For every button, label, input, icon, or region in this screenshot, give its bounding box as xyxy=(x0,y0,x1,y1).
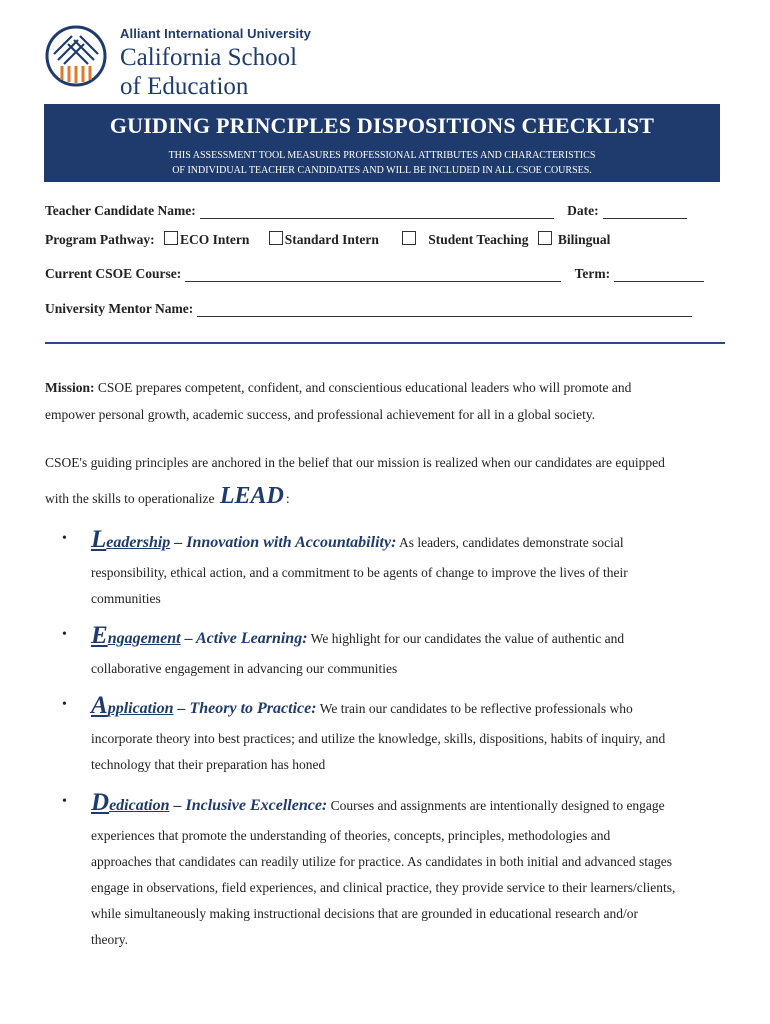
school-name-line2: of Education xyxy=(120,73,249,100)
bullet-icon: • xyxy=(62,531,67,546)
mentor-field[interactable] xyxy=(197,304,692,317)
pathway-option-standard-intern[interactable] xyxy=(269,231,379,248)
leadership-text-line1: As leaders, candidates demonstrate social xyxy=(399,535,624,550)
dedication-subtitle: – Inclusive Excellence: xyxy=(169,797,328,814)
mentor-row xyxy=(45,301,692,317)
principle-dedication xyxy=(91,786,721,953)
bullet-icon: • xyxy=(62,794,67,809)
intro-colon: : xyxy=(285,491,290,506)
mission-text-line1: CSOE prepares competent, confident, and conscientious educational leaders who will promote and xyxy=(97,380,632,395)
application-text-line1: We train our candidates to be reflective professionals who xyxy=(319,701,633,716)
mission-text-line2: empower personal growth, academic success, and professional achievement for all in a global society. xyxy=(45,407,596,422)
application-text-line3: technology that their preparation has honed xyxy=(91,757,326,772)
mentor-label: University Mentor Name: xyxy=(45,301,194,316)
dedication-text-line4: engage in observations, field experiences, and clinical practice, they provide service to their learners/clients, xyxy=(91,880,676,895)
pathway-option-eco-intern[interactable] xyxy=(164,231,249,248)
candidate-name-field[interactable] xyxy=(200,206,554,219)
application-text-line2: incorporate theory into best practices; and utilize the knowledge, skills, dispositions, habits of inquiry, and xyxy=(91,731,666,746)
student-teaching-label: Student Teaching xyxy=(428,232,529,247)
pathway-option-student-teaching[interactable] xyxy=(402,231,528,248)
engagement-text-line2: collaborative engagement in advancing our communities xyxy=(91,661,398,676)
mission-paragraph xyxy=(45,374,725,428)
leadership-subtitle: – Innovation with Accountability: xyxy=(170,534,397,551)
checkbox-eco-intern[interactable] xyxy=(164,231,178,245)
dedication-word: edication xyxy=(109,797,170,814)
term-field[interactable] xyxy=(614,269,704,282)
leadership-initial: L xyxy=(91,526,107,553)
banner-subtitle-line2: OF INDIVIDUAL TEACHER CANDIDATES AND WILL BE INCLUDED IN ALL CSOE COURSES. xyxy=(172,165,592,176)
checkbox-bilingual[interactable] xyxy=(538,231,552,245)
candidate-name-label: Teacher Candidate Name: xyxy=(45,203,196,218)
bullet-icon: • xyxy=(62,627,67,642)
candidate-name-row xyxy=(45,203,687,219)
university-name: Alliant International University xyxy=(120,26,312,41)
document-title: GUIDING PRINCIPLES DISPOSITIONS CHECKLIST xyxy=(109,113,655,138)
banner-subtitle xyxy=(44,148,720,178)
school-name-line1: California School xyxy=(120,44,298,71)
section-divider xyxy=(45,342,725,344)
course-field[interactable] xyxy=(185,269,561,282)
date-field[interactable] xyxy=(603,206,687,219)
engagement-subtitle: – Active Learning: xyxy=(180,630,308,647)
dedication-text-line2: experiences that promote the understanding of theories, concepts, principles, methodologies and xyxy=(91,828,611,843)
mission-label: Mission: xyxy=(45,380,95,395)
application-word: pplication xyxy=(107,700,174,717)
course-row xyxy=(45,266,704,282)
dedication-text-line3: approaches that candidates can readily utilize for practice. As candidates in both initial and advanced stages xyxy=(91,854,673,869)
university-logo-text xyxy=(120,26,311,99)
engagement-text-line1: We highlight for our candidates the value of authentic and xyxy=(310,631,625,646)
university-logo-icon xyxy=(44,24,108,88)
engagement-word: ngagement xyxy=(107,630,181,647)
application-subtitle: – Theory to Practice: xyxy=(173,700,317,717)
dedication-initial: D xyxy=(91,789,110,816)
standard-intern-label: Standard Intern xyxy=(284,232,379,247)
pathway-option-bilingual[interactable] xyxy=(538,231,611,248)
bilingual-label: Bilingual xyxy=(557,232,611,247)
eco-intern-label: ECO Intern xyxy=(179,232,250,247)
pathway-label: Program Pathway: xyxy=(45,232,155,247)
banner-subtitle-line1: THIS ASSESSMENT TOOL MEASURES PROFESSIONAL ATTRIBUTES AND CHARACTERISTICS xyxy=(168,150,596,161)
date-label: Date: xyxy=(567,203,599,218)
course-label: Current CSOE Course: xyxy=(45,266,182,281)
application-initial: A xyxy=(91,692,108,719)
checkbox-student-teaching[interactable] xyxy=(402,231,416,245)
intro-line2-text: with the skills to operationalize xyxy=(45,491,215,506)
dedication-text-line1: Courses and assignments are intentionally designed to engage xyxy=(330,798,665,813)
term-label: Term: xyxy=(574,266,611,281)
program-pathway-row xyxy=(45,231,610,248)
principle-engagement xyxy=(91,619,721,682)
principle-application xyxy=(91,689,721,778)
leadership-text-line3: communities xyxy=(91,591,161,606)
engagement-initial: E xyxy=(91,622,108,649)
principle-leadership xyxy=(91,523,721,612)
checkbox-standard-intern[interactable] xyxy=(269,231,283,245)
dedication-text-line5: while simultaneously making instructional decisions that are grounded in educational research and/or xyxy=(91,906,638,921)
dedication-text-line6: theory. xyxy=(91,932,128,947)
lead-acronym: LEAD xyxy=(219,483,284,509)
intro-line1: CSOE's guiding principles are anchored in the belief that our mission is realized when our candidates are equipped xyxy=(45,455,665,470)
leadership-word: eadership xyxy=(106,534,171,551)
intro-line2 xyxy=(45,480,725,515)
title-banner xyxy=(44,104,720,182)
bullet-icon: • xyxy=(62,697,67,712)
leadership-text-line2: responsibility, ethical action, and a commitment to be agents of change to improve the lives of their xyxy=(91,565,628,580)
